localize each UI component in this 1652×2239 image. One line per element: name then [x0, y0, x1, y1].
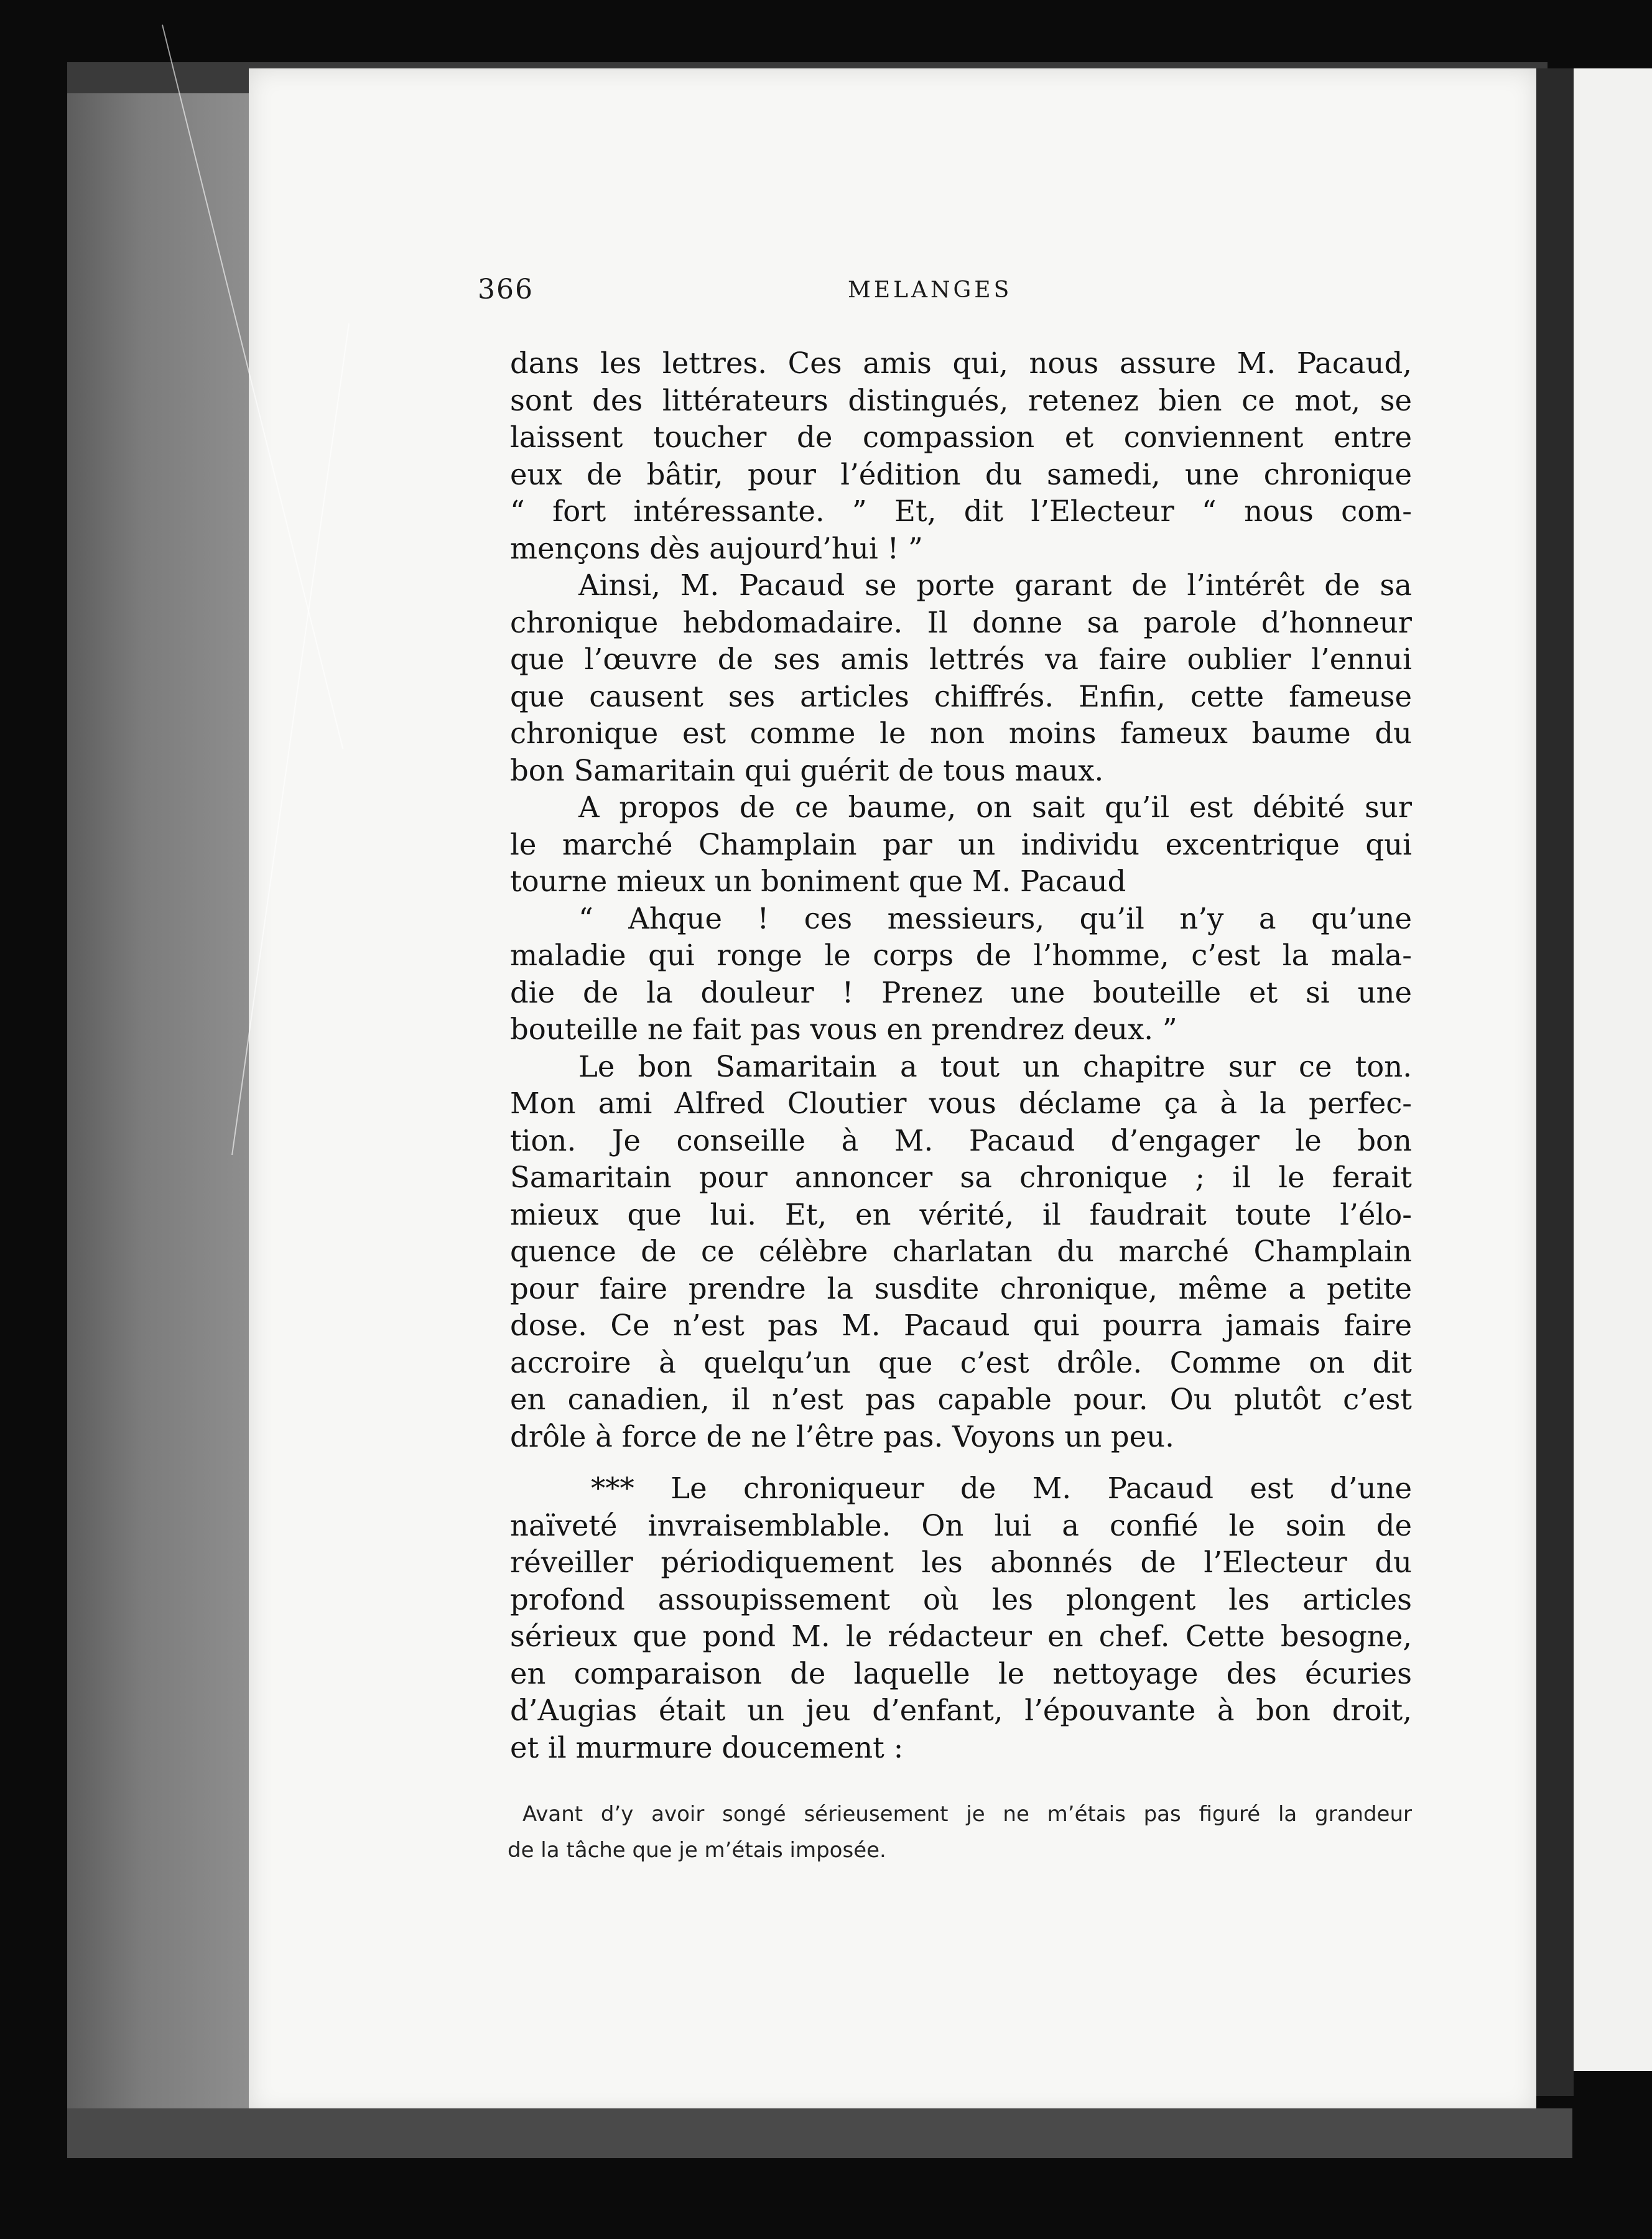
text-line: *** Le chroniqueur de M. Pacaud est d’une — [591, 1472, 1412, 1505]
text-line: maladie qui ronge le corps de l’homme, c’est la mala- — [510, 939, 1412, 972]
book-spine-edge — [67, 93, 254, 2115]
section-gap — [510, 1455, 1412, 1470]
text-line: A propos de ce baume, on sait qu’il est débité sur — [578, 790, 1412, 824]
footnote — [508, 1796, 1412, 1868]
text-line: dans les lettres. Ces amis qui, nous assure M. Pacaud, — [510, 346, 1412, 380]
text-line: quence de ce célèbre charlatan du marché Champlain — [510, 1235, 1412, 1268]
text-line: Le bon Samaritain a tout un chapitre sur ce ton. — [578, 1049, 1412, 1083]
text-line: “ fort intéressante. ” Et, dit l’Electeur “ nous com- — [510, 494, 1412, 528]
text-line: en comparaison de laquelle le nettoyage des écuries — [510, 1656, 1412, 1690]
body-text — [510, 345, 1412, 1766]
running-title: MELANGES — [848, 277, 1013, 303]
page-gutter — [1536, 68, 1574, 2096]
text-line: que causent ses articles chiffrés. Enfin, cette fameuse — [510, 679, 1412, 713]
page-header — [478, 274, 1411, 317]
text-line: tourne mieux un boniment que M. Pacaud — [510, 865, 1126, 898]
text-line: et il murmure doucement : — [510, 1730, 904, 1764]
text-line: accroire à quelqu’un que c’est drôle. Comme on dit — [510, 1345, 1412, 1379]
text-line: chronique est comme le non moins fameux baume du — [510, 716, 1412, 750]
text-line: die de la douleur ! Prenez une bouteille et si une — [510, 975, 1412, 1009]
text-line: en canadien, il n’est pas capable pour. Ou plutôt c’est — [510, 1383, 1412, 1416]
footnote-line: de la tâche que je m’étais imposée. — [508, 1838, 886, 1863]
text-line: Ainsi, M. Pacaud se porte garant de l’intérêt de sa — [578, 568, 1412, 602]
text-line: bouteille ne fait pas vous en prendrez deux. ” — [510, 1013, 1177, 1046]
text-line: chronique hebdomadaire. Il donne sa parole d’honneur — [510, 605, 1412, 639]
text-line: laissent toucher de compassion et conviennent entre — [510, 420, 1412, 454]
text-line: que l’œuvre de ses amis lettrés va faire oublier l’ennui — [510, 642, 1412, 676]
text-line: tion. Je conseille à M. Pacaud d’engager le bon — [510, 1123, 1412, 1157]
text-line: mieux que lui. Et, en vérité, il faudrait toute l’élo- — [510, 1197, 1412, 1231]
text-line: dose. Ce n’est pas M. Pacaud qui pourra jamais faire — [510, 1309, 1412, 1342]
footnote-line: Avant d’y avoir songé sérieusement je ne m’étais pas figuré la grandeur — [522, 1802, 1412, 1827]
text-line: réveiller périodiquement les abonnés de l’Electeur du — [510, 1546, 1412, 1579]
text-line: eux de bâtir, pour l’édition du samedi, une chronique — [510, 457, 1412, 491]
text-line: Mon ami Alfred Cloutier vous déclame ça à la perfec- — [510, 1087, 1412, 1120]
text-line: pour faire prendre la susdite chronique, même a petite — [510, 1271, 1412, 1305]
text-line: drôle à force de ne l’être pas. Voyons un peu. — [510, 1419, 1174, 1453]
text-line: naïveté invraisemblable. On lui a confié le soin de — [510, 1508, 1412, 1542]
text-line: bon Samaritain qui guérit de tous maux. — [510, 753, 1104, 787]
facing-page-edge — [1574, 68, 1652, 2071]
text-line: le marché Champlain par un individu excentrique qui — [510, 827, 1412, 861]
text-line: “ Ahque ! ces messieurs, qu’il n’y a qu’une — [578, 901, 1412, 935]
page-number: 366 — [478, 274, 534, 305]
book-bottom-edge — [67, 2108, 1572, 2158]
text-line: Samaritain pour annoncer sa chronique ; il le ferait — [510, 1161, 1412, 1194]
text-line: mençons dès aujourd’hui ! ” — [510, 531, 923, 565]
text-line: sont des littérateurs distingués, retenez bien ce mot, se — [510, 383, 1412, 417]
text-line: sérieux que pond M. le rédacteur en chef. Cette besogne, — [510, 1620, 1412, 1653]
text-line: profond assoupissement où les plongent les articles — [510, 1582, 1412, 1616]
text-line: d’Augias était un jeu d’enfant, l’épouvante à bon droit, — [510, 1694, 1412, 1727]
